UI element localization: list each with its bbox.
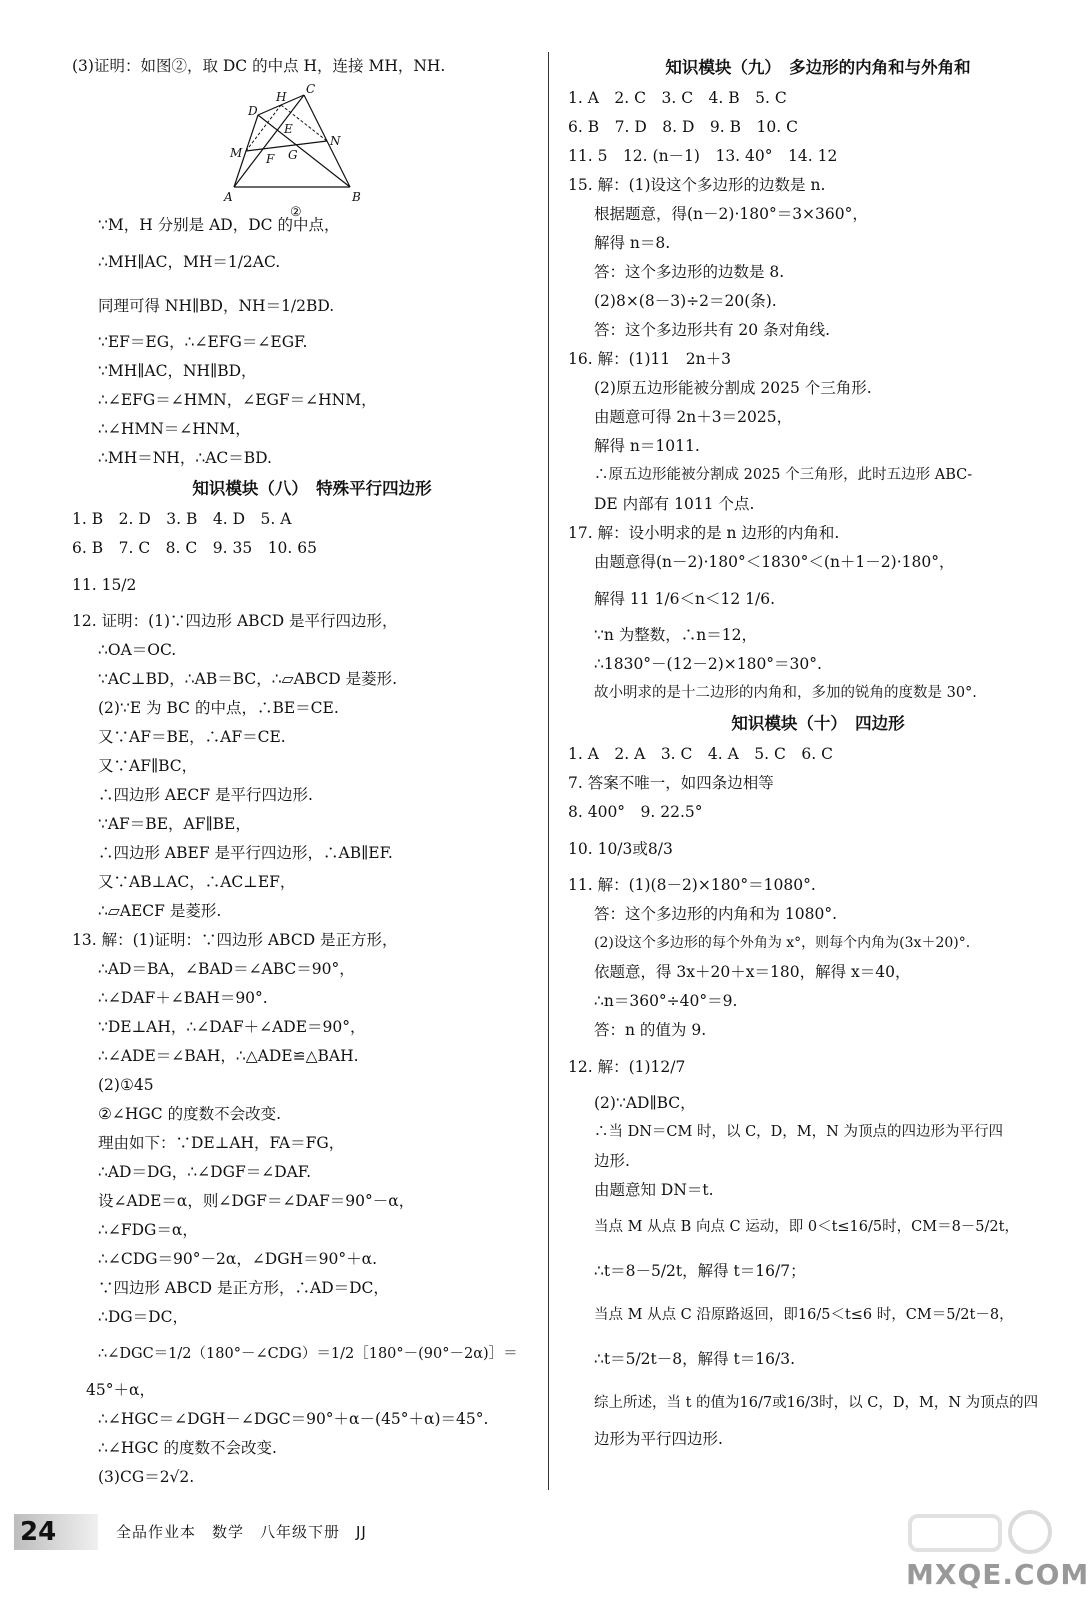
section-heading: 知识模块（九） 多边形的内角和与外角和	[665, 58, 971, 77]
text-line: 根据题意，得(n－2)·180°＝3×360°，	[594, 205, 868, 223]
text-line: ∴原五边形能被分割成 2025 个三角形，此时五边形 ABC-	[594, 467, 973, 483]
text-line: 答：这个多边形共有 20 条对角线.	[594, 321, 831, 339]
answer-line: 6. B 7. D 8. D 9. B 10. C	[568, 118, 798, 136]
text-line: ∵四边形 ABCD 是正方形，∴AD＝DC，	[98, 1279, 389, 1297]
text-line: 又∵AF＝BE，∴AF＝CE.	[98, 728, 286, 746]
point-label: G	[288, 148, 298, 162]
text-line: ∴1830°－(12－2)×180°＝30°.	[594, 655, 822, 673]
text-line: ∴∠DGC＝1/2（180°－∠CDG）＝1/2［180°－(90°－2α)］＝	[98, 1346, 518, 1362]
text-line: ∴AD＝BA，∠BAD＝∠ABC＝90°，	[98, 960, 355, 978]
text-line: ∵AF＝BE，AF∥BE，	[98, 815, 251, 833]
text-line: (2)设这个多边形的每个外角为 x°，则每个内角为(3x＋20)°.	[594, 935, 971, 951]
text-line: ∵AC⊥BD，∴AB＝BC，∴▱ABCD 是菱形.	[98, 670, 398, 688]
text-line: ∴∠HMN＝∠HNM，	[98, 420, 251, 438]
text-line: ∵DE⊥AH，∴∠DAF＋∠ADE＝90°，	[98, 1018, 366, 1036]
answer-line: 11. 5 12. (n－1) 13. 40° 14. 12	[568, 147, 838, 165]
text-line: ∵n 为整数，∴n＝12，	[594, 626, 757, 644]
answer-line: 10. 10/3或8/3	[568, 840, 673, 858]
answer-line: 1. A 2. A 3. C 4. A 5. C 6. C	[568, 745, 833, 763]
answer-line: 1. A 2. C 3. C 4. B 5. C	[568, 89, 787, 107]
text-line: (2)∵E 为 BC 的中点，∴BE＝CE.	[98, 699, 339, 717]
point-label: N	[330, 134, 341, 148]
text-line: ∴四边形 AECF 是平行四边形.	[98, 786, 313, 804]
text-line: 又∵AB⊥AC，∴AC⊥EF，	[98, 873, 296, 891]
text-line: ∴MH＝NH，∴AC＝BD.	[98, 449, 272, 467]
text-line: ∴四边形 ABEF 是平行四边形，∴AB∥EF.	[98, 844, 393, 862]
text-line: ∴OA＝OC.	[98, 641, 177, 659]
answer-line: 15. 解：(1)设这个多边形的边数是 n.	[568, 176, 826, 194]
text-line: ∴∠ADE＝∠BAH，∴△ADE≌△BAH.	[98, 1047, 359, 1065]
answer-line: 13. 解：(1)证明：∵四边形 ABCD 是正方形，	[72, 931, 398, 949]
text-line: ∴DG＝DC，	[98, 1308, 188, 1326]
point-label: E	[284, 122, 293, 136]
text-line: ∴n＝360°÷40°＝9.	[594, 992, 738, 1010]
text-line: (2)∵AD∥BC，	[594, 1094, 696, 1112]
text-line: 当点 M 从点 C 沿原路返回，即16/5＜t≤6 时，CM＝5/2t－8，	[594, 1307, 1014, 1323]
text-line: 综上所述，当 t 的值为16/7或16/3时，以 C，D，M，N 为顶点的四	[594, 1395, 1039, 1411]
text-line: 答：n 的值为 9.	[594, 1021, 707, 1039]
text-line: DE 内部有 1011 个点.	[594, 495, 755, 513]
text-line: 45°＋α，	[86, 1381, 155, 1399]
left-column	[72, 52, 552, 1492]
text-line: (2)8×(8－3)÷2＝20(条).	[594, 292, 777, 310]
watermark-text: MXQE.COM	[906, 1558, 1090, 1591]
text-line: 答：这个多边形的内角和为 1080°.	[594, 905, 838, 923]
answer-line: 16. 解：(1)11 2n＋3	[568, 350, 731, 368]
text-line: ∴∠HGC 的度数不会改变.	[98, 1439, 277, 1457]
text-line: ∴当 DN＝CM 时，以 C，D，M，N 为顶点的四边形为平行四	[594, 1124, 1003, 1140]
point-label: M	[230, 146, 243, 160]
text-line: 依题意，得 3x＋20＋x＝180，解得 x＝40，	[594, 963, 911, 981]
answer-line: 17. 解：设小明求的是 n 边形的内角和.	[568, 524, 840, 542]
text-line: (2)①45	[98, 1076, 154, 1094]
geometry-figure	[72, 81, 552, 220]
text-line: 解得 n＝8.	[594, 234, 671, 252]
text-line: ∵EF＝EG，∴∠EFG＝∠EGF.	[98, 333, 308, 351]
text-line: (3)CG＝2√2.	[98, 1468, 195, 1486]
text-line: ∴t＝5/2t－8，解得 t＝16/3.	[594, 1350, 796, 1368]
point-label: A	[224, 190, 233, 204]
text-line: 由题意得(n－2)·180°＜1830°＜(n＋1－2)·180°，	[594, 553, 955, 571]
text-line: ∴∠CDG＝90°－2α，∠DGH＝90°＋α.	[98, 1250, 378, 1268]
text-line: 由题意可得 2n＋3＝2025，	[594, 408, 793, 426]
answer-line: 8. 400° 9. 22.5°	[568, 803, 703, 821]
right-column	[568, 52, 1068, 1454]
answer-line: 1. B 2. D 3. B 4. D 5. A	[72, 510, 292, 528]
section-heading: 知识模块（八） 特殊平行四边形	[192, 479, 432, 498]
text-line: 由题意知 DN＝t.	[594, 1181, 714, 1199]
text-line: (3)证明：如图②，取 DC 的中点 H，连接 MH，NH.	[72, 57, 446, 75]
text-line: 当点 M 从点 B 向点 C 运动，即 0＜t≤16/5时，CM＝8－5/2t，	[594, 1219, 1019, 1235]
text-line: (2)原五边形能被分割成 2025 个三角形.	[594, 379, 872, 397]
text-line: 故小明求的是十二边形的内角和，多加的锐角的度数是 30°.	[594, 685, 977, 701]
text-line: ∴∠HGC＝∠DGH－∠DGC＝90°＋α－(45°＋α)＝45°.	[98, 1410, 489, 1428]
text-line: ∵M，H 分别是 AD，DC 的中点，	[98, 216, 340, 234]
point-label: F	[266, 152, 275, 166]
point-label: B	[352, 190, 361, 204]
text-line: ∴▱AECF 是菱形.	[98, 902, 222, 920]
text-line: ②∠HGC 的度数不会改变.	[98, 1105, 281, 1123]
text-line: ∵MH∥AC，NH∥BD，	[98, 362, 257, 380]
answer-line: 12. 证明：(1)∵四边形 ABCD 是平行四边形，	[72, 612, 398, 630]
point-label: H	[276, 90, 287, 104]
text-line: ∴t＝8－5/2t，解得 t＝16/7；	[594, 1262, 806, 1280]
point-label: C	[306, 82, 316, 96]
text-line: 答：这个多边形的边数是 8.	[594, 263, 785, 281]
figure-caption: ②	[290, 205, 302, 220]
answer-line: 12. 解：(1)12/7	[568, 1058, 686, 1076]
text-line: ∴∠EFG＝∠HMN，∠EGF＝∠HNM，	[98, 391, 377, 409]
section-heading: 知识模块（十） 四边形	[731, 714, 905, 733]
book-info: 全品作业本 数学 八年级下册 JJ	[116, 1523, 367, 1541]
point-label: D	[248, 104, 258, 118]
text-line: 理由如下：∵DE⊥AH，FA＝FG，	[98, 1134, 345, 1152]
text-line: 设∠ADE＝α，则∠DGF＝∠DAF＝90°－α，	[98, 1192, 415, 1210]
text-line: 同理可得 NH∥BD，NH＝1/2BD.	[98, 297, 335, 315]
text-line: ∴∠FDG＝α，	[98, 1221, 198, 1239]
text-line: 边形为平行四边形.	[594, 1430, 723, 1448]
text-line: 又∵AF∥BC，	[98, 757, 198, 775]
text-line: 解得 n＝1011.	[594, 437, 700, 455]
text-line: 解得 11 1/6＜n＜12 1/6.	[594, 590, 776, 608]
text-line: ∴∠DAF＋∠BAH＝90°.	[98, 989, 268, 1007]
text-line: ∴AD＝DG，∴∠DGF＝∠DAF.	[98, 1163, 312, 1181]
answer-line: 11. 解：(1)(8－2)×180°＝1080°.	[568, 876, 816, 894]
answer-line: 11. 15/2	[72, 576, 137, 594]
quadrilateral-diagram	[222, 81, 382, 207]
answer-line: 7. 答案不唯一，如四条边相等	[568, 774, 774, 792]
text-line: ∴MH∥AC，MH＝1/2AC.	[98, 253, 281, 271]
page-number: 24	[20, 1517, 57, 1547]
answer-line: 6. B 7. C 8. C 9. 35 10. 65	[72, 539, 317, 557]
text-line: 边形.	[594, 1152, 630, 1170]
